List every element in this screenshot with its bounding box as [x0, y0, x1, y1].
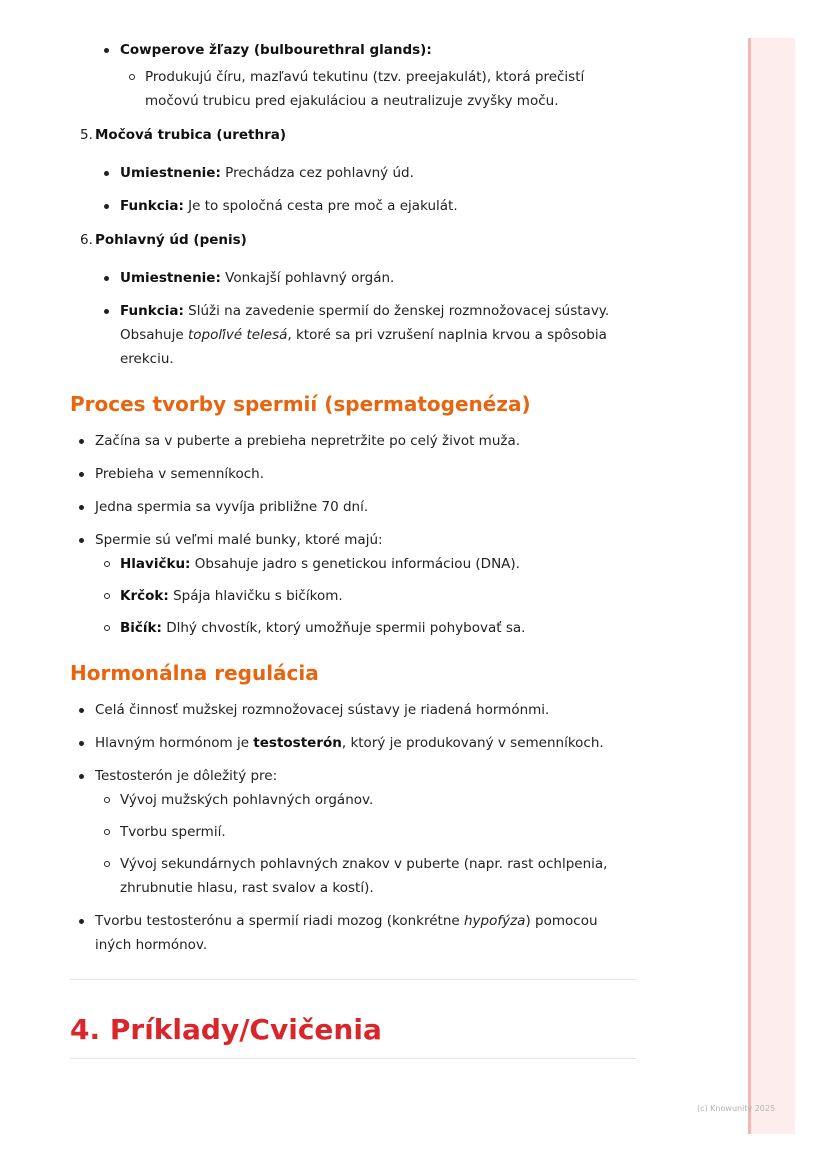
copyright-note: (c) Knowunity 2025 [697, 1104, 776, 1113]
list-item-text-end: , ktorý je produkovaný v semenníkoch. [341, 735, 604, 751]
list-item [95, 616, 636, 640]
item-number: 5. [80, 127, 93, 143]
list-item: Začína sa v puberte a prebieha nepretržite po celý život muža. [70, 429, 636, 453]
placement-text: Prechádza cez pohlavný úd. [220, 165, 414, 181]
function-italic: topoľivé telesá [187, 327, 288, 343]
tail-label: Bičík: [120, 620, 162, 636]
testosterone-bold: testosterón [253, 735, 342, 751]
hypofyza-italic: hypofýza [463, 913, 526, 929]
neck-label: Krčok: [120, 588, 169, 604]
list-item-text-end: ) pomocou iných hormónov. [95, 913, 598, 953]
document-body [70, 38, 636, 1059]
list-item [70, 764, 636, 900]
function-label: Funkcia: [120, 198, 184, 214]
list-item-text: Testosterón je dôležitý pre: [95, 768, 278, 784]
function-label: Funkcia: [120, 303, 184, 319]
list-item: Vývoj sekundárnych pohlavných znakov v puberte (napr. rast ochlpenia, zhrubnutie hlasu, rast svalov a kostí). [95, 852, 636, 900]
function-text-end: , ktoré sa pri vzrušení naplnia krvou a spôsobia erekciu. [120, 327, 607, 367]
list-item [70, 528, 636, 640]
head-text: Obsahuje jadro s genetickou informáciou (DNA). [190, 556, 520, 572]
cowper-sublist [120, 65, 636, 113]
numbered-item-5 [70, 123, 636, 147]
margin-strip [748, 38, 795, 1134]
list-item: Celá činnosť mužskej rozmnožovacej sústavy je riadená hormónmi. [70, 698, 636, 722]
cowper-text: Produkujú číru, mazľavú tekutinu (tzv. preejakulát), ktorá prečistí močovú trubicu pred ejakuláciou a neutralizuje zvyšky moču. [145, 69, 585, 109]
placement-label: Umiestnenie: [120, 165, 221, 181]
tail-text: Dlhý chvostík, ktorý umožňuje spermii pohybovať sa. [161, 620, 526, 636]
sperm-parts-list [95, 552, 636, 640]
list-item [95, 266, 636, 290]
list-item: Vývoj mužských pohlavných orgánov. [95, 788, 636, 812]
head-label: Hlavičku: [120, 556, 191, 572]
list-item [120, 65, 636, 113]
list-item: Jedna spermia sa vyvíja približne 70 dní. [70, 495, 636, 519]
item-title: Pohlavný úd (penis) [95, 232, 247, 248]
placement-text: Vonkajší pohlavný orgán. [220, 270, 395, 286]
function-text: Je to spoločná cesta pre moč a ejakulát. [183, 198, 458, 214]
neck-text: Spája hlavičku s bičíkom. [168, 588, 343, 604]
list-item-text: Hlavným hormónom je [95, 735, 254, 751]
list-item [95, 584, 636, 608]
numbered-item-6 [70, 228, 636, 252]
divider [70, 1058, 636, 1059]
list-item-text: Spermie sú veľmi malé bunky, ktoré majú: [95, 532, 383, 548]
list-item-text: Tvorbu testosterónu a spermií riadi mozog (konkrétne [95, 913, 464, 929]
list-item [95, 194, 636, 218]
section-heading-spermatogenesis: Proces tvorby spermií (spermatogenéza) [70, 392, 531, 416]
divider [70, 979, 636, 980]
list-item [70, 731, 636, 755]
list-item: Prebieha v semenníkoch. [70, 462, 636, 486]
spermatogenesis-list [70, 429, 636, 640]
urethra-list [95, 161, 636, 218]
cowper-list [95, 38, 636, 113]
item-title: Močová trubica (urethra) [95, 127, 287, 143]
list-item [95, 299, 636, 371]
penis-list [95, 266, 636, 371]
section-heading-examples: 4. Príklady/Cvičenia [70, 1013, 382, 1046]
list-item [95, 38, 636, 113]
list-item [95, 552, 636, 576]
cowper-title: Cowperove žľazy (bulbourethral glands): [120, 42, 432, 58]
item-number: 6. [80, 232, 93, 248]
list-item [70, 909, 636, 957]
list-item: Tvorbu spermií. [95, 820, 636, 844]
section-heading-hormones: Hormonálna regulácia [70, 661, 319, 685]
function-text: Slúži na zavedenie spermií do ženskej rozmnožovacej sústavy. Obsahuje [120, 303, 610, 343]
list-item [95, 161, 636, 185]
hormones-list [70, 698, 636, 957]
testosterone-roles-list [95, 788, 636, 900]
placement-label: Umiestnenie: [120, 270, 221, 286]
